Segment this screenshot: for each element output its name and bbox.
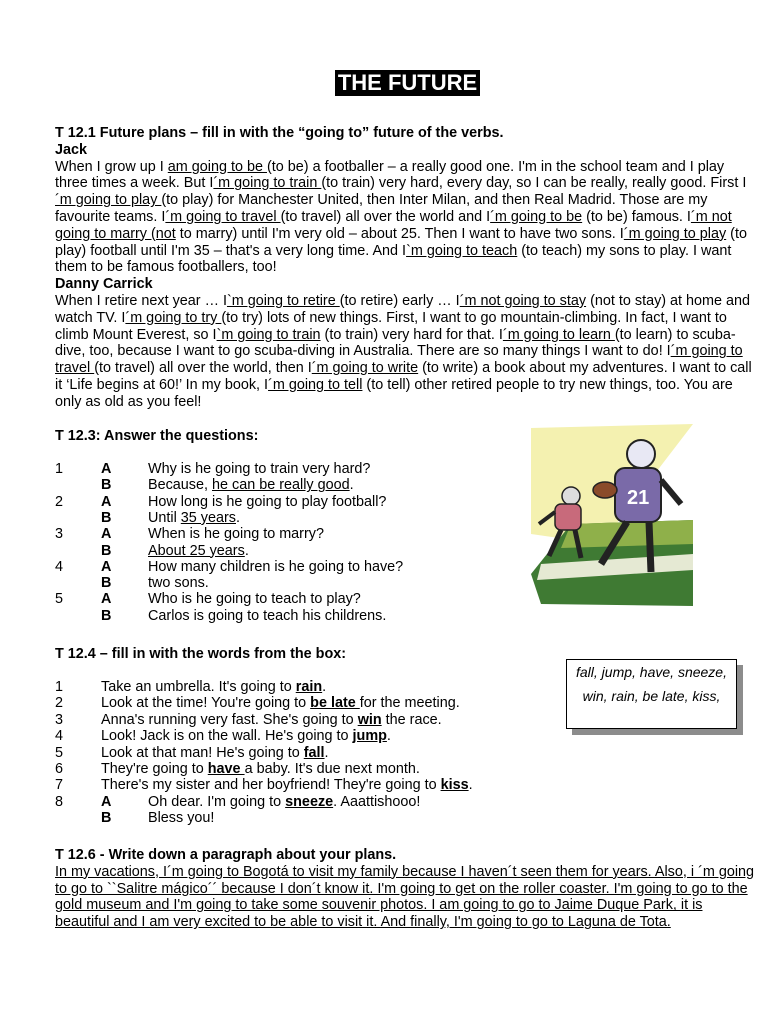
text-run: (not to stay) at home and watch TV. I xyxy=(55,292,751,326)
answer-text: have xyxy=(207,761,245,777)
answer-text: sneeze xyxy=(285,793,334,810)
word-box-line: win, rain, be late, kiss, xyxy=(582,688,721,704)
item-number: 3 xyxy=(55,711,64,728)
jack-name: Jack xyxy=(55,141,88,158)
text-run: Oh dear. I'm going to xyxy=(148,793,286,810)
football-players-illustration xyxy=(531,424,693,606)
text-run: How many children is he going to have? xyxy=(148,558,404,575)
text-run: . xyxy=(322,679,327,695)
answer-text: ´m going to train xyxy=(213,175,322,192)
item-text xyxy=(148,794,420,811)
item-letter: B xyxy=(101,607,112,624)
text-run: (to play) football until I'm 35 – that's a very long time. And I xyxy=(55,225,747,259)
text-run: for the meeting. xyxy=(359,695,460,712)
answer-text: ´m not going to marry (not xyxy=(55,208,732,242)
item-text xyxy=(148,608,386,625)
text-run: (to train) very hard, every day, so I can be really, really good. First I xyxy=(321,175,747,192)
text-run: Look at the time! You're going to xyxy=(101,695,311,712)
section-heading-t123: T 12.3: Answer the questions: xyxy=(55,428,259,444)
item-text xyxy=(101,679,326,696)
text-run: How long is he going to play football? xyxy=(148,493,387,510)
item-number: 5 xyxy=(55,591,64,608)
section-t121 xyxy=(55,125,760,411)
item-letter: A xyxy=(101,461,112,477)
text-run: . xyxy=(468,777,473,794)
answer-text: ´m not going to stay xyxy=(459,292,587,309)
item-text xyxy=(101,712,442,729)
answer-text: ´m going to play xyxy=(623,225,727,242)
item-letter: A xyxy=(101,558,112,575)
answer-text: am going to be xyxy=(167,158,267,175)
answer-text: jump xyxy=(352,728,387,745)
item-text xyxy=(101,745,329,762)
item-text xyxy=(148,477,354,494)
text-run: Who is he going to teach to play? xyxy=(148,591,361,608)
section-t126 xyxy=(55,847,760,931)
item-letter: B xyxy=(101,575,112,592)
item-number: 8 xyxy=(55,793,64,810)
svg-text:21: 21 xyxy=(627,487,650,509)
section-heading: T 12.6 - Write down a paragraph about your plans. xyxy=(55,847,397,863)
answer-text: he can be really good xyxy=(212,477,350,494)
item-number: 1 xyxy=(55,461,64,477)
item-number: 1 xyxy=(55,679,64,695)
text-run: When I retire next year … I xyxy=(55,292,227,309)
answer-text: be late xyxy=(310,695,360,712)
answer-text: `m going to teach xyxy=(406,242,518,259)
text-run: (to write) a book about my adventures. I want to call it ‘Life begins at 60!’ In my book, I xyxy=(55,360,752,393)
answer-text: rain xyxy=(295,679,323,695)
answer-text: kiss xyxy=(440,777,469,794)
answer-text: ´m going to travel xyxy=(55,343,743,377)
answer-text: About 25 years xyxy=(148,542,245,559)
page-title: THE FUTURE xyxy=(335,70,480,96)
text-run: two sons. xyxy=(148,575,209,592)
item-letter: A xyxy=(101,793,112,810)
item-text xyxy=(148,575,209,592)
text-run: Why is he going to train very hard? xyxy=(148,461,371,477)
text-run: . xyxy=(236,509,240,526)
text-run: to marry) until I'm very old – about 25. Then I want to have two sons. I xyxy=(175,225,624,242)
item-letter: B xyxy=(101,810,112,827)
answer-text: ´m going to try xyxy=(125,309,222,326)
item-letter: B xyxy=(101,477,112,494)
text-run: Bless you! xyxy=(148,810,215,827)
item-text xyxy=(101,695,460,712)
item-number: 2 xyxy=(55,493,64,510)
text-run: (to be) a footballer – a really good one. I'm in the school team and I play three times a week. But I xyxy=(55,158,725,192)
text-run: Look at that man! He's going to xyxy=(101,744,304,761)
section-heading-t124: T 12.4 – fill in with the words from the box: xyxy=(55,646,347,662)
answer-text: `m going to train xyxy=(216,326,321,343)
text-run: Carlos is going to teach his childrens. xyxy=(148,607,387,624)
item-letter: B xyxy=(101,509,112,526)
text-run: (to travel) all over the world, then I xyxy=(94,360,312,377)
plans-paragraph: In my vacations, I´m going to Bogotá to visit my family because I haven´t seen them for years. Also, i ´m going to go to ``Salitre mágico´´ because I don´t know it. I'm going to get on the roller coaster. I'm going to go to the gold museum and I'm going to take some souvenir photos. I am going to go to Jaime Duque Park, it is beautiful and I am very excited to be able to visit it. And finally, I'm going to go to Laguna de Tota. xyxy=(55,863,755,931)
word-box xyxy=(566,659,737,729)
text-run: (to tell) other retired people to try new things, too. You are only as old as you feel! xyxy=(55,376,733,410)
item-number: 4 xyxy=(55,728,64,745)
item-text xyxy=(148,810,214,827)
answer-text: 35 years xyxy=(180,509,236,526)
item-text xyxy=(148,494,386,511)
text-run: (to teach) my sons to play. I want them to be famous footballers, too! xyxy=(55,242,732,276)
text-run: They're going to xyxy=(101,761,208,777)
answer-text: win xyxy=(357,711,382,728)
jack-paragraph xyxy=(55,159,760,277)
word-box-line: fall, jump, have, sneeze, xyxy=(576,664,727,680)
item-number: 3 xyxy=(55,526,64,543)
danny-name: Danny Carrick xyxy=(55,276,153,293)
item-text xyxy=(148,461,370,478)
answer-text: ´m going to learn xyxy=(502,326,615,343)
text-run: . xyxy=(349,477,354,494)
text-run: the race. xyxy=(381,711,442,728)
text-run: Because, xyxy=(148,477,212,494)
item-number: 4 xyxy=(55,558,64,575)
item-number: 2 xyxy=(55,695,64,712)
item-number: 5 xyxy=(55,744,64,761)
item-text xyxy=(148,510,240,527)
item-number: 7 xyxy=(55,777,64,794)
text-run: (to play) for Manchester United, then Inter Milan, and then Real Madrid. Those are my favourite teams. I xyxy=(55,192,708,225)
text-run: (to try) lots of new things. First, I want to go mountain-climbing. In fact, I want to climb Mount Everest, so I xyxy=(55,309,727,343)
text-run: . xyxy=(386,728,391,745)
section-heading: T 12.1 Future plans – fill in with the “going to” future of the verbs. xyxy=(55,125,504,141)
text-run: When I grow up I xyxy=(55,158,168,175)
item-number: 6 xyxy=(55,761,64,777)
text-run: . xyxy=(324,744,329,761)
text-run: Until xyxy=(148,509,181,526)
text-run: . xyxy=(244,542,249,559)
text-run: (to be) famous. I xyxy=(582,208,691,225)
text-run: (to learn) to scuba-dive, too, because I want to go scuba-diving in Australia. There are so many things I want to do! I xyxy=(55,326,736,360)
item-letter: A xyxy=(101,526,112,543)
text-run: (to travel) all over the world and I xyxy=(280,208,491,225)
answer-text: ´m going to tell xyxy=(268,376,363,393)
item-text xyxy=(148,543,249,560)
item-text xyxy=(101,761,420,778)
item-letter: A xyxy=(101,493,112,510)
item-text xyxy=(148,526,324,543)
text-run: a baby. It's due next month. xyxy=(244,761,420,777)
item-text xyxy=(101,777,473,794)
text-run: (to retire) early … I xyxy=(339,292,460,309)
danny-paragraph xyxy=(55,293,760,411)
answer-text: `m going to retire xyxy=(226,292,340,309)
item-text xyxy=(148,559,403,576)
item-text xyxy=(148,591,361,608)
text-run: Anna's running very fast. She's going to xyxy=(101,711,358,728)
answer-text: ´m going to play xyxy=(55,192,162,209)
item-letter: B xyxy=(101,542,112,559)
answer-text: ´m going to be xyxy=(490,208,583,225)
text-run: When is he going to marry? xyxy=(148,526,324,543)
answer-text: fall xyxy=(303,744,325,761)
text-run: (to train) very hard for that. I xyxy=(320,326,503,343)
text-run: Take an umbrella. It's going to xyxy=(101,679,296,695)
answer-text: ´m going to write xyxy=(311,360,419,377)
text-run: There's my sister and her boyfriend! They're going to xyxy=(101,777,441,794)
answer-text: ´m going to travel xyxy=(165,208,281,225)
item-letter: A xyxy=(101,591,112,608)
text-run: Look! Jack is on the wall. He's going to xyxy=(101,728,353,745)
item-text xyxy=(101,728,391,745)
text-run: . Aaattishooo! xyxy=(333,793,421,810)
